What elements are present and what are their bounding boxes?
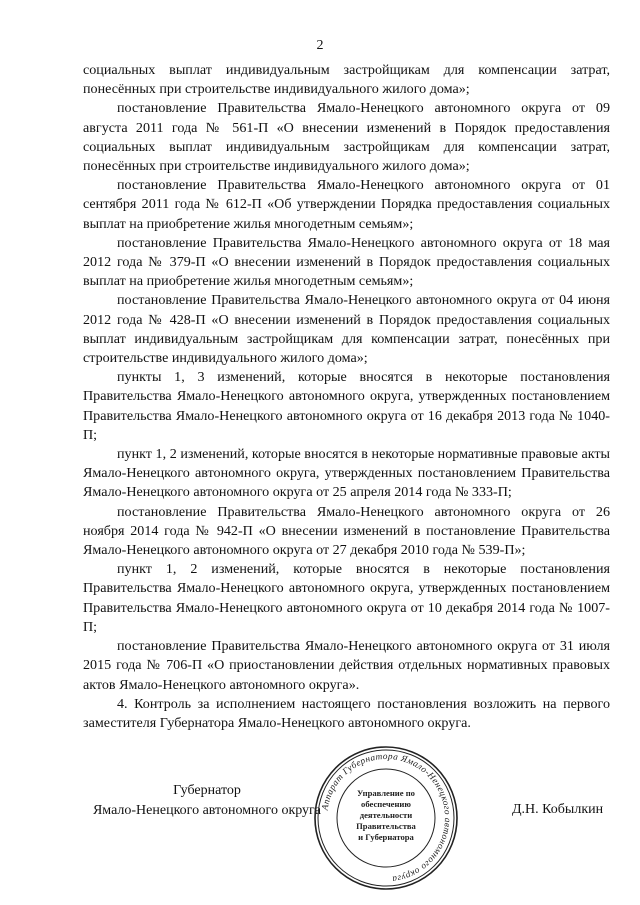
document-body [83,61,610,733]
control-paragraph: 4. Контроль за исполнением настоящего постановления возложить на первого заместителя Губернатора Ямало-Ненецкого автономного округа. [83,695,610,731]
paragraph: пункты 1, 3 изменений, которые вносятся в некоторые постановления Правительства Ямало-Ненецкого автономного округа, утвержденных постановлением Правительства Ямало-Ненецкого автономного округа от 16 декабря 2013 года № 1040-П; [83,369,610,443]
stamp-center-line: обеспечению [361,799,411,809]
stamp-center-line: Управление по [357,788,415,798]
stamp-center-line: Правительства [356,821,416,831]
page-number: 2 [316,38,324,53]
paragraph: постановление Правительства Ямало-Ненецкого автономного округа от 04 июня 2012 года № 428-П «О внесении изменений в Порядок предоставления социальных выплат индивидуальным застройщикам для компенсации затрат, понесённых при строительстве индивидуального жилого дома»; [83,292,610,367]
paragraph: постановление Правительства Ямало-Ненецкого автономного округа от 26 ноября 2014 года № 942-П «О внесении изменений в постановление Правительства Ямало-Ненецкого автономного округа от 27 декабря 2010 года № 539-П»; [83,503,610,559]
paragraph: постановление Правительства Ямало-Ненецкого автономного округа от 31 июля 2015 года № 706-П «О приостановлении действия отдельных нормативных правовых актов Ямало-Ненецкого автономного округа». [83,638,610,693]
signature-name: Д.Н. Кобылкин [512,802,604,817]
paragraph: постановление Правительства Ямало-Ненецкого автономного округа от 18 мая 2012 года № 379-П «О внесении изменений в Порядок предоставления социальных выплат на приобретение жилья многодетным семьям»; [83,234,610,290]
signature-title [82,781,332,820]
stamp-center-line: и Губернатора [358,832,414,842]
paragraph: социальных выплат индивидуальным застройщикам для компенсации затрат, понесённых при строительстве индивидуального жилого дома»; [83,62,610,98]
stamp-ring-text: Аппарат Губернатора Ямало-Ненецкого автономного округа [319,750,454,885]
paragraph: пункт 1, 2 изменений, которые вносятся в некоторые постановления Правительства Ямало-Ненецкого автономного округа, утвержденных постановлением Правительства Ямало-Ненецкого автономного округа от 10 декабря 2014 года № 1007-П; [83,561,610,635]
paragraph: постановление Правительства Ямало-Ненецкого автономного округа от 09 августа 2011 года № 561-П «О внесении изменений в Порядок предоставления социальных выплат индивидуальным застройщикам для компенсации затрат, понесённых при строительстве индивидуального жилого дома»; [83,100,610,175]
paragraph: постановление Правительства Ямало-Ненецкого автономного округа от 01 сентября 2011 года № 612-П «Об утверждении Порядка предоставления социальных выплат на приобретение жилья многодетным семьям»; [83,177,610,232]
stamp-center-line: деятельности [359,810,413,820]
signature-title-line2: Ямало-Ненецкого автономного округа [92,802,322,818]
official-stamp [311,743,461,893]
signature-title-line1: Губернатор [173,783,241,798]
paragraph: пункт 1, 2 изменений, которые вносятся в некоторые нормативные правовые акты Ямало-Ненецкого автономного округа, утвержденных постановлением Правительства Ямало-Ненецкого автономного округа от 25 апреля 2014 года № 333-П; [83,446,610,501]
